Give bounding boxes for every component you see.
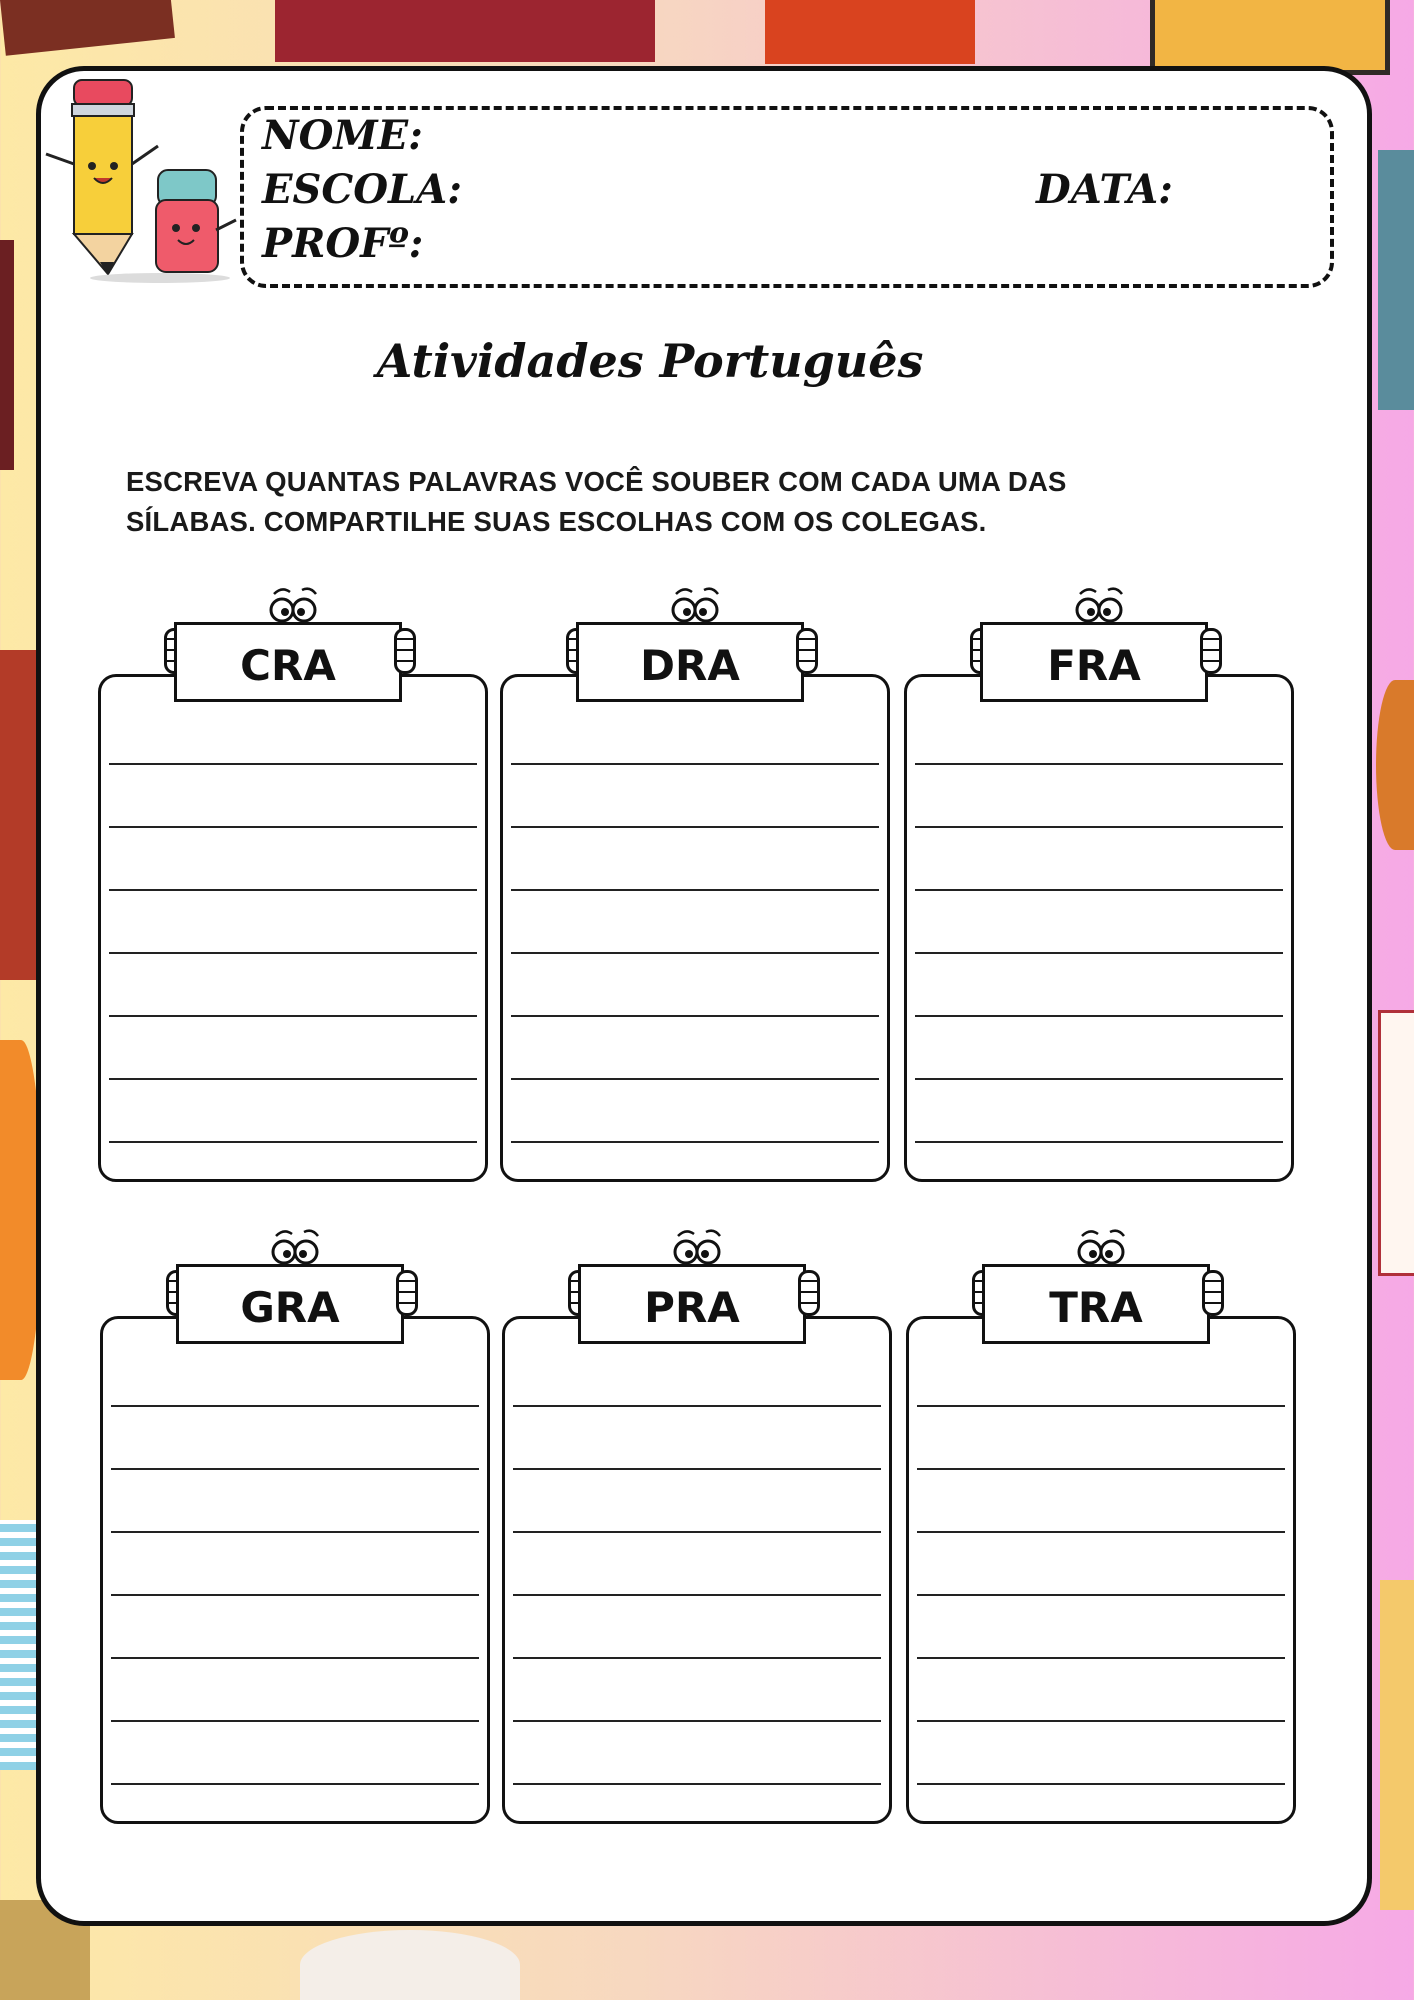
writing-line (511, 826, 879, 828)
escola-label: ESCOLA: (262, 166, 462, 213)
syllable-card (98, 584, 490, 1094)
background-ruler (1150, 0, 1390, 75)
background-ruler (1380, 1580, 1414, 1910)
background-book (0, 650, 40, 980)
writing-line (111, 1720, 479, 1722)
background-book (765, 0, 975, 64)
writing-panel[interactable] (500, 674, 890, 1182)
writing-line (513, 1657, 881, 1659)
writing-line (511, 1141, 879, 1143)
background-pencil (1378, 150, 1414, 410)
writing-line (917, 1657, 1285, 1659)
background-palette (1376, 680, 1414, 850)
writing-line (915, 1078, 1283, 1080)
writing-line (513, 1468, 881, 1470)
syllable-card (904, 584, 1296, 1094)
writing-line (111, 1657, 479, 1659)
writing-line (917, 1783, 1285, 1785)
background-card (1378, 1010, 1414, 1276)
writing-line (917, 1531, 1285, 1533)
writing-line (111, 1783, 479, 1785)
syllable-sign (174, 622, 402, 702)
writing-line (917, 1594, 1285, 1596)
writing-line (513, 1783, 881, 1785)
writing-line (915, 889, 1283, 891)
hand-icon (394, 628, 416, 674)
writing-line (513, 1405, 881, 1407)
syllable-label: DRA (640, 640, 740, 690)
hand-icon (796, 628, 818, 674)
writing-line (111, 1468, 479, 1470)
writing-panel[interactable] (98, 674, 488, 1182)
syllable-card (502, 1226, 894, 1736)
syllable-card (906, 1226, 1298, 1736)
nome-label: NOME: (262, 112, 423, 159)
writing-line (915, 952, 1283, 954)
writing-line (109, 763, 477, 765)
writing-line (915, 763, 1283, 765)
writing-line (111, 1531, 479, 1533)
writing-line (109, 826, 477, 828)
writing-line (111, 1405, 479, 1407)
writing-panel[interactable] (906, 1316, 1296, 1824)
writing-line (915, 826, 1283, 828)
writing-line (511, 763, 879, 765)
instructions-line-1: ESCREVA QUANTAS PALAVRAS VOCÊ SOUBER COM CADA UMA DAS (126, 466, 1067, 497)
writing-line (511, 952, 879, 954)
prof-label: PROFº: (262, 220, 424, 267)
writing-line (511, 889, 879, 891)
writing-line (109, 1078, 477, 1080)
syllable-card (500, 584, 892, 1094)
writing-line (109, 952, 477, 954)
syllable-sign (982, 1264, 1210, 1344)
writing-panel[interactable] (100, 1316, 490, 1824)
writing-line (915, 1141, 1283, 1143)
data-label: DATA: (1036, 166, 1173, 213)
writing-line (511, 1078, 879, 1080)
writing-panel[interactable] (904, 674, 1294, 1182)
background-book (0, 0, 175, 56)
syllable-sign (578, 1264, 806, 1344)
background-shape (300, 1930, 520, 2000)
writing-line (513, 1720, 881, 1722)
syllable-sign (576, 622, 804, 702)
writing-line (513, 1531, 881, 1533)
hand-icon (1200, 628, 1222, 674)
writing-line (111, 1594, 479, 1596)
writing-line (109, 1141, 477, 1143)
writing-panel[interactable] (502, 1316, 892, 1824)
syllable-sign (176, 1264, 404, 1344)
hand-icon (798, 1270, 820, 1316)
syllable-sign (980, 622, 1208, 702)
syllable-label: FRA (1047, 640, 1141, 690)
syllable-card (100, 1226, 492, 1736)
writing-line (915, 1015, 1283, 1017)
instructions (126, 462, 1266, 542)
page-title: Atividades Português (376, 334, 924, 388)
pencil-eraser-mascot-icon (40, 74, 240, 284)
student-info-box (240, 106, 1334, 288)
syllable-label: GRA (240, 1282, 340, 1332)
writing-line (917, 1405, 1285, 1407)
writing-line (917, 1720, 1285, 1722)
background-book (275, 0, 655, 62)
instructions-line-2: SÍLABAS. COMPARTILHE SUAS ESCOLHAS COM OS COLEGAS. (126, 506, 987, 537)
syllable-label: PRA (644, 1282, 740, 1332)
hand-icon (396, 1270, 418, 1316)
writing-line (511, 1015, 879, 1017)
hand-icon (1202, 1270, 1224, 1316)
writing-line (917, 1468, 1285, 1470)
writing-line (109, 1015, 477, 1017)
syllable-label: CRA (240, 640, 336, 690)
writing-line (513, 1594, 881, 1596)
writing-line (109, 889, 477, 891)
syllable-label: TRA (1049, 1282, 1143, 1332)
